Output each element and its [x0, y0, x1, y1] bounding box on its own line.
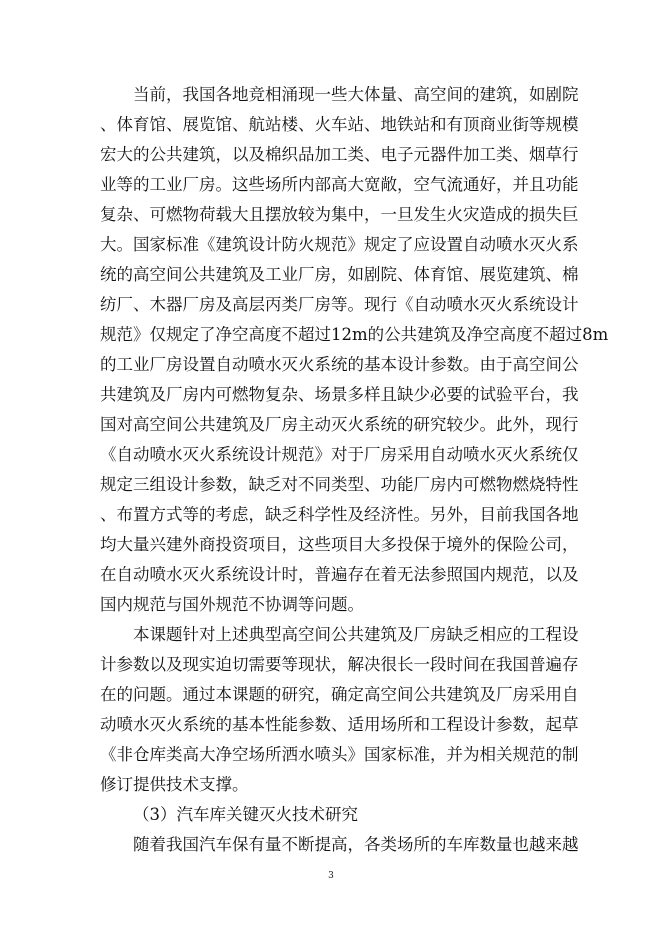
paragraph-2-line: 本课题针对上述典型高空间公共建筑及厂房缺乏相应的工程设 [133, 625, 579, 644]
paragraph-1-line: 当前，我国各地竞相涌现一些大体量、高空间的建筑，如剧院 [133, 85, 579, 104]
paragraph-1-line: 均大量兴建外商投资项目，这些项目大多投保于境外的保险公司， [100, 535, 579, 554]
paragraph-1-line: 业等的工业厂房。这些场所内部高大宽敞，空气流通好，并且功能 [100, 175, 579, 194]
paragraph-1-line: 《自动喷水灭火系统设计规范》对于厂房采用自动喷水灭火系统仅 [100, 445, 579, 464]
paragraph-2-line: 计参数以及现实迫切需要等现状，解决很长一段时间在我国普遍存 [100, 655, 579, 674]
paragraph-1-line: 统的高空间公共建筑及工业厂房，如剧院、体育馆、展览建筑、棉 [100, 265, 579, 284]
paragraph-2-line: 在的问题。通过本课题的研究，确定高空间公共建筑及厂房采用自 [100, 685, 579, 704]
paragraph-2-line: 修订提供技术支撑。 [100, 775, 249, 794]
paragraph-2-line: 动喷水灭火系统的基本性能参数、适用场所和工程设计参数，起草 [100, 715, 579, 734]
paragraph-1-line: 国内规范与国外规范不协调等问题。 [100, 595, 364, 614]
paragraph-1-line: 的工业厂房设置自动喷水灭火系统的基本设计参数。由于高空间公 [100, 355, 579, 374]
paragraph-1-line: 大。国家标准《建筑设计防火规范》规定了应设置自动喷水灭火系 [100, 235, 579, 254]
paragraph-1-line: 规定三组设计参数，缺乏对不同类型、功能厂房内可燃物燃烧特性 [100, 475, 579, 494]
paragraph-1-line: 在自动喷水灭火系统设计时，普遍存在着无法参照国内规范，以及 [100, 565, 579, 584]
paragraph-1-line: 、布置方式等的考虑，缺乏科学性及经济性。另外，目前我国各地 [100, 505, 579, 524]
paragraph-1-line: 国对高空间公共建筑及厂房主动灭火系统的研究较少。此外，现行 [100, 415, 579, 434]
paragraph-1-line: 宏大的公共建筑，以及棉织品加工类、电子元器件加工类、烟草行 [100, 145, 579, 164]
paragraph-1-line: 、体育馆、展览馆、航站楼、火车站、地铁站和有顶商业街等规模 [100, 115, 579, 134]
paragraph-1-line: 规范》仅规定了净空高度不超过12m的公共建筑及净空高度不超过8m [100, 325, 609, 344]
page-number: 3 [328, 871, 334, 881]
paragraph-1-line: 复杂、可燃物荷载大且摆放较为集中，一旦发生火灾造成的损失巨 [100, 205, 579, 224]
paragraph-2-line: 《非仓库类高大净空场所洒水喷头》国家标准，并为相关规范的制 [100, 745, 579, 764]
paragraph-3-line: 随着我国汽车保有量不断提高，各类场所的车库数量也越来越 [133, 835, 579, 854]
paragraph-1-line: 纺厂、木器厂房及高层丙类厂房等。现行《自动喷水灭火系统设计 [100, 295, 579, 314]
paragraph-1-line: 共建筑及厂房内可燃物复杂、场景多样且缺少必要的试验平台，我 [100, 385, 579, 404]
section-heading: （3）汽车库关键灭火技术研究 [133, 805, 358, 824]
